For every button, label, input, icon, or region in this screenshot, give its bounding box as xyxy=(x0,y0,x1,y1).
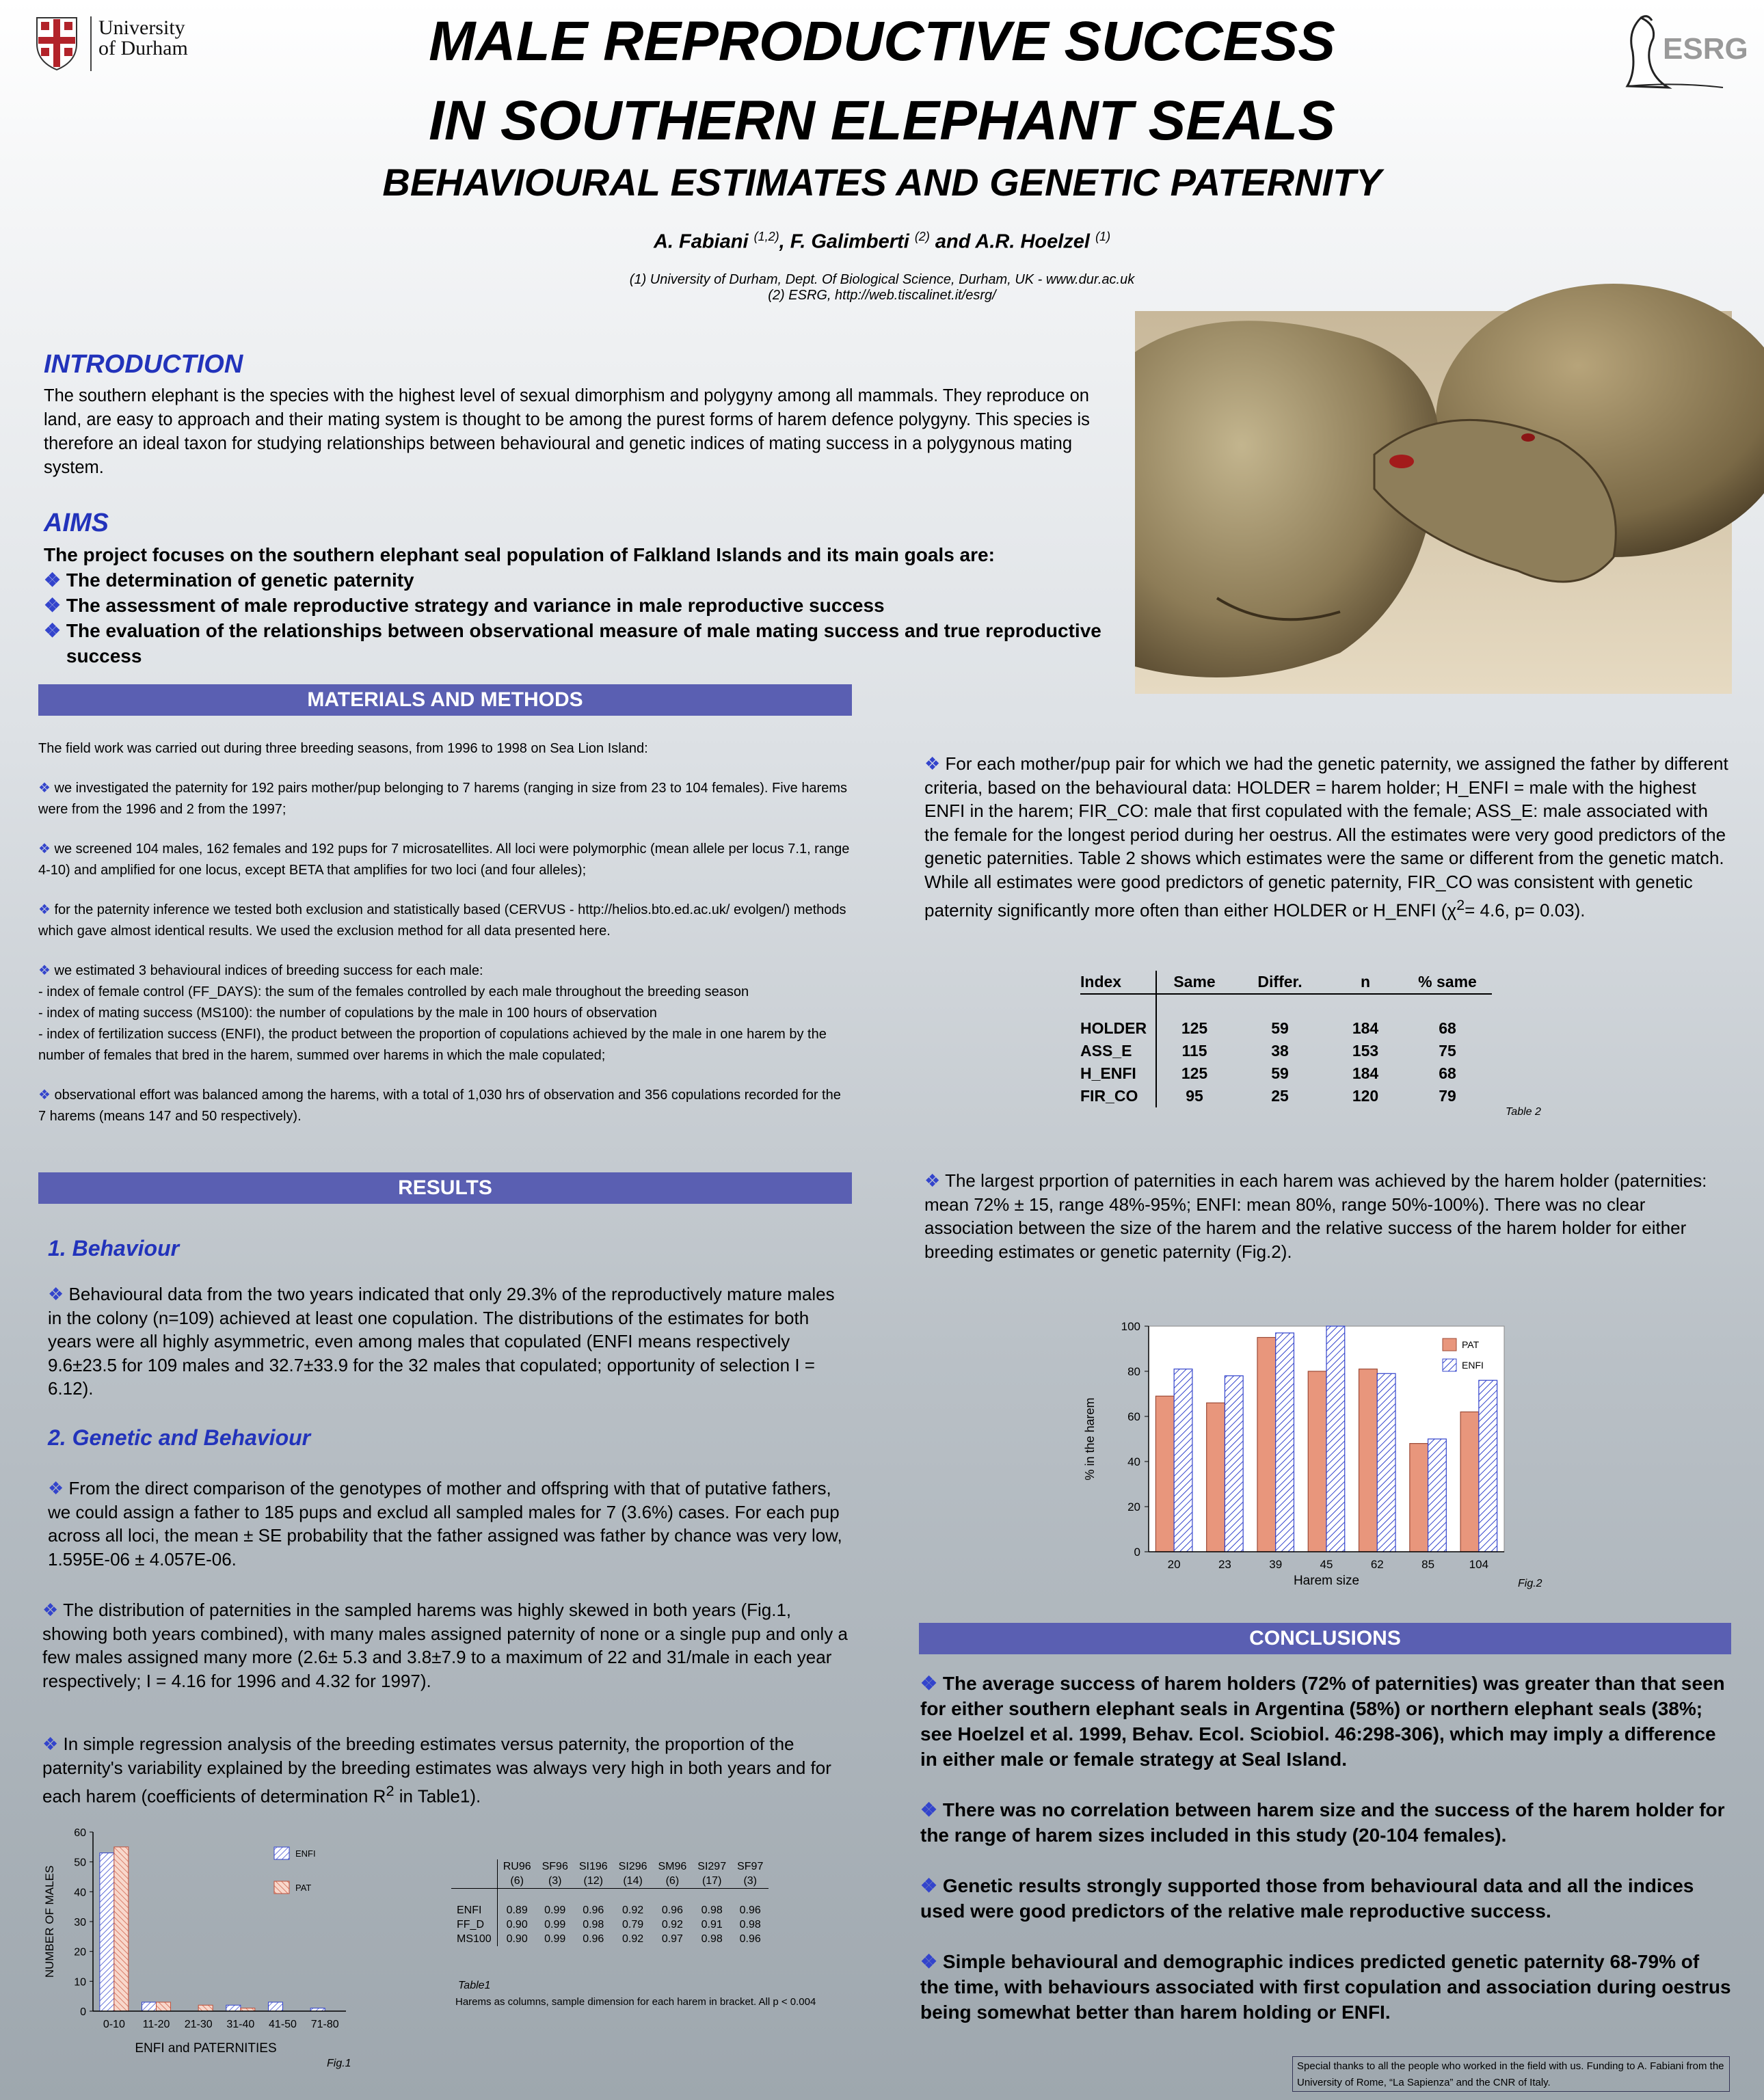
author-hoelzel: and A.R. Hoelzel xyxy=(929,230,1096,253)
affiliation-esrg: (2) ESRG, http://web.tiscalinet.it/esrg/ xyxy=(768,288,996,303)
table1-row-label: MS100 xyxy=(451,1932,497,1946)
fig2-caption: Fig.2 xyxy=(1518,1578,1542,1589)
table2-cell: 125 xyxy=(1181,1019,1208,1037)
table1-row-label: FF_D xyxy=(451,1917,497,1932)
authors xyxy=(0,230,1764,254)
table2-cell: 25 xyxy=(1271,1087,1289,1105)
table2-cell: H_ENFI xyxy=(1080,1062,1156,1085)
table1-cell: 0.96 xyxy=(739,1933,761,1945)
table1-header: SF96 xyxy=(542,1860,568,1872)
fig2-legend-label: PAT xyxy=(1462,1339,1480,1350)
fig1-y-tick-label: 0 xyxy=(80,2006,86,2018)
aims-lead: The project focuses on the southern elephant seal population of Falkland Islands and its main goals are: xyxy=(44,544,995,565)
fig1-x-tick-label: 0-10 xyxy=(103,2019,125,2030)
table-row xyxy=(1080,1040,1492,1062)
table2-grid xyxy=(1080,971,1492,1107)
table1-cell: 0.99 xyxy=(544,1918,566,1930)
results-behaviour-heading: 1. Behaviour xyxy=(48,1236,180,1261)
poster-title-line1: MALE REPRODUCTIVE SUCCESS xyxy=(429,10,1335,72)
table2-cell: 59 xyxy=(1271,1064,1289,1082)
diamond-bullet-icon: ❖ xyxy=(48,1284,69,1304)
fig1-y-axis-label: NUMBER OF MALES xyxy=(43,1865,56,1978)
acknowledgements-box: Special thanks to all the people who worked in the field with us. Funding to A. Fabiani from the University of Rome, “La Sapienza” and the CNR of Italy. xyxy=(1292,2056,1730,2092)
fig2-x-tick-label: 104 xyxy=(1469,1558,1489,1571)
diamond-bullet-icon: ❖ xyxy=(920,1951,943,1972)
table1-header: SI297 xyxy=(697,1860,727,1872)
table1-size: (12) xyxy=(574,1874,613,1889)
table1-header: SM96 xyxy=(658,1860,687,1872)
poster-title-line2: IN SOUTHERN ELEPHANT SEALS xyxy=(429,90,1335,152)
table2-cell: 95 xyxy=(1186,1087,1203,1105)
methods-paragraph: ❖ we estimated 3 behavioural indices of breeding success for each male: xyxy=(38,963,483,978)
table1-size: (17) xyxy=(692,1874,732,1889)
table2-cell: 184 xyxy=(1352,1019,1379,1037)
table1-caption: Table1 xyxy=(458,1980,491,1991)
fig1-bar-enfi xyxy=(142,2002,157,2011)
table1-header: RU96 xyxy=(503,1860,531,1872)
elephant-seals-image xyxy=(1135,311,1732,694)
table1-cell: 0.90 xyxy=(506,1918,528,1930)
poster-subtitle: BEHAVIOURAL ESTIMATES AND GENETIC PATERNITY xyxy=(382,161,1382,204)
table1-cell: 0.98 xyxy=(583,1918,604,1930)
logo-university-line: University xyxy=(98,16,185,39)
fig2-bar-pat xyxy=(1460,1412,1479,1552)
table2-cell: 75 xyxy=(1439,1042,1456,1060)
methods-paragraph: ❖ observational effort was balanced among the harems, with a total of 1,030 hrs of observation and 356 copulations recorded for the 7 harems (means 147 and 50 respectively). xyxy=(38,1088,841,1124)
harem-holder-text: ❖ The largest prportion of paternities in each harem was achieved by the harem holder (paternities: mean 72% ± 15, range 48%-95%; ENFI: mean 80%, range 50%-100%). There was no clear association between the size of the harem and the relative success of the harem holder for either breeding estimates or genetic paternity (Fig.2). xyxy=(924,1170,1707,1262)
table1-cell: 0.96 xyxy=(583,1904,604,1916)
table2-header: n xyxy=(1328,971,1403,994)
fig2-bar-enfi xyxy=(1326,1326,1345,1552)
table2-caption: Table 2 xyxy=(1506,1106,1541,1118)
fig1-bar-enfi xyxy=(100,1853,114,2011)
table-row xyxy=(1080,1085,1492,1107)
table2-header: Same xyxy=(1156,971,1232,994)
table1-header: SI296 xyxy=(618,1860,647,1872)
results-behaviour-text: ❖ Behavioural data from the two years indicated that only 29.3% of the reproductively mature males in the colony (n=109) achieved at least one copulation. The distributions of the estimates for both years were all highly asymmetric, even among males that copulated (ENFI means respectively 9.6±23.5 for 109 males and 32.7±33.9 for the 32 males that copulated; opportunity of selection I = 6.12). xyxy=(48,1284,835,1399)
diamond-bullet-icon: ❖ xyxy=(924,1170,946,1191)
esrg-logo-text: ESRG xyxy=(1663,32,1748,66)
fig2-legend-label: ENFI xyxy=(1462,1360,1484,1371)
aims-heading: AIMS xyxy=(44,509,109,537)
table2-cell: 125 xyxy=(1181,1064,1208,1082)
fig1-bar-pat xyxy=(157,2002,171,2011)
fig1-y-tick-label: 20 xyxy=(74,1946,86,1958)
fig2-legend-swatch xyxy=(1443,1338,1456,1351)
table1-cell: 0.92 xyxy=(661,1918,683,1930)
table1-grid xyxy=(451,1859,769,1946)
author-hoelzel-affiliation: (1) xyxy=(1095,230,1111,243)
fig1-y-tick-label: 10 xyxy=(74,1976,86,1989)
fig2-y-tick-label: 60 xyxy=(1127,1410,1140,1423)
table1-cell: 0.96 xyxy=(661,1904,683,1916)
table-row xyxy=(451,1903,769,1917)
elephant-seals-photo xyxy=(1135,311,1732,694)
fig2-legend-swatch xyxy=(1443,1359,1456,1371)
methods-index-ms100: - index of mating success (MS100): the number of copulations by the male in 100 hours of observation xyxy=(38,1006,657,1021)
methods-intro: The field work was carried out during three breeding seasons, from 1996 to 1998 on Sea Lion Island: xyxy=(38,741,648,756)
results-genetic-text: ❖ From the direct comparison of the genotypes of mother and offspring with that of putative fathers, we could assign a father to 185 pups and exclud all sampled males for 7 (3.6%) cases. For each pup across all loci, the mean ± SE probability that the father assigned was father by chance was very low, 1.595E-06 ± 4.057E-06. xyxy=(48,1478,842,1570)
table1-cell: 0.98 xyxy=(701,1904,723,1916)
table1-cell: 0.92 xyxy=(622,1904,644,1916)
fig2-bar-enfi xyxy=(1377,1373,1395,1552)
table-row xyxy=(1080,1017,1492,1040)
fig1-legend-label: ENFI xyxy=(295,1848,316,1859)
table1 xyxy=(451,1859,769,1946)
table1-size: (3) xyxy=(732,1874,769,1889)
diamond-bullet-icon: ❖ xyxy=(48,1478,69,1498)
table2-cell: 68 xyxy=(1439,1019,1456,1037)
fig2-x-axis-label: Harem size xyxy=(1293,1574,1360,1588)
fig1-x-tick-label: 21-30 xyxy=(184,2019,213,2030)
table1-size: (6) xyxy=(497,1874,536,1889)
table1-cell: 0.98 xyxy=(739,1918,761,1930)
table2-cell: 184 xyxy=(1352,1064,1379,1082)
table1-cell: 0.96 xyxy=(583,1933,604,1945)
diamond-bullet-icon: ❖ xyxy=(38,963,55,978)
introduction-heading: INTRODUCTION xyxy=(44,350,243,379)
fig1-x-tick-label: 41-50 xyxy=(269,2019,297,2030)
fig2-bar-enfi xyxy=(1276,1333,1294,1552)
conclusion-item: ❖ The average success of harem holders (72% of paternities) was greater than that seen for either southern elephant seals in Argentina (58%) or northern elephant seals (38%; see Hoelzel et al. 1999, Behav. Ecol. Sciobiol. 46:298-306), which may imply a difference in either male or female strategy at Seal Island. xyxy=(920,1673,1725,1770)
table2-cell: 153 xyxy=(1352,1042,1379,1060)
fig2-bar-pat xyxy=(1359,1369,1378,1552)
table1-cell: 0.96 xyxy=(739,1904,761,1916)
fig2-bar-pat xyxy=(1257,1338,1276,1552)
conclusion-item: ❖ Simple behavioural and demographic indices predicted genetic paternity 68-79% of the time, with behaviours associated with first copulation and association during oestrus being somewhat better than harem holding or ENFI. xyxy=(920,1951,1731,2023)
introduction-text: The southern elephant is the species with the highest level of sexual dimorphism and polygyny among all mammals. They reproduce on land, are easy to approach and their mating system is thought to be among the purest forms of harem defence polygyny. This species is therefore an ideal taxon for studying relationships between behavioural and genetic indices of mating success in a polygynous mating system. xyxy=(44,386,1090,477)
diamond-bullet-icon: ❖ xyxy=(38,842,55,857)
methods-paragraph: ❖ we investigated the paternity for 192 pairs mother/pup belonging to 7 harems (ranging in size from 23 to 104 females). Five harems were from the 1996 and 2 from the 1997; xyxy=(38,781,848,817)
fig2-bar-pat xyxy=(1207,1403,1225,1552)
fig1-caption: Fig.1 xyxy=(327,2058,351,2069)
conclusions-list xyxy=(920,1671,1731,2025)
conclusion-item: ❖ Genetic results strongly supported those from behavioural data and all the indices used were good predictors of the relative male reproductive success. xyxy=(920,1875,1694,1922)
aims-item: ❖ The assessment of male reproductive strategy and variance in male reproductive success xyxy=(44,593,1124,618)
table2-cell: FIR_CO xyxy=(1080,1085,1156,1107)
fig2-y-axis-label: % in the harem xyxy=(1083,1397,1097,1481)
diamond-bullet-icon: ❖ xyxy=(38,1088,55,1103)
fig2-y-tick-label: 0 xyxy=(1134,1546,1140,1559)
aims-block xyxy=(44,542,1124,669)
table1-header-row xyxy=(451,1859,769,1874)
fig2-y-tick-label: 40 xyxy=(1127,1455,1140,1468)
table1-cell: 0.98 xyxy=(701,1933,723,1945)
diamond-bullet-icon: ❖ xyxy=(920,1875,943,1896)
aims-item: ❖ The determination of genetic paternity xyxy=(44,567,1124,593)
results-heading-bar: RESULTS xyxy=(38,1172,852,1204)
fig1-bar-pat xyxy=(114,1847,129,2011)
table2-header-row xyxy=(1080,971,1492,994)
fig1-y-tick-label: 50 xyxy=(74,1857,86,1869)
table1-size-row xyxy=(451,1874,769,1889)
table1-cell: 0.90 xyxy=(506,1933,528,1945)
fig1-bar-enfi xyxy=(269,2002,283,2011)
affiliation-durham: (1) University of Durham, Dept. Of Biological Science, Durham, UK - www.dur.ac.uk xyxy=(629,272,1135,287)
methods-index-enfi: - index of fertilization success (ENFI), the product between the proportion of copulations achieved by the male in one harem by the number of females that bred in the harem, summed over harems in which the male copulated; xyxy=(38,1027,827,1063)
fig2-chart xyxy=(1067,1306,1559,1593)
author-fabiani-affiliation: (1,2) xyxy=(753,230,779,243)
table1-row-label: ENFI xyxy=(451,1903,497,1917)
diamond-bullet-icon: ❖ xyxy=(920,1673,943,1694)
fig1-y-tick-label: 40 xyxy=(74,1887,86,1899)
fig2-y-tick-label: 100 xyxy=(1121,1320,1140,1333)
methods-index-ffdays: - index of female control (FF_DAYS): the sum of the females controlled by each male throughout the breeding season xyxy=(38,984,749,999)
table1-header: SI196 xyxy=(578,1860,608,1872)
diamond-bullet-icon: ❖ xyxy=(924,753,946,774)
methods-paragraph: ❖ we screened 104 males, 162 females and 192 pups for 7 microsatellites. All loci were polymorphic (mean allele per locus 7.1, range 4-10) and amplified for one locus, except BETA that amplifies for two loci (and four alleles); xyxy=(38,842,850,878)
fig2-bar-enfi xyxy=(1225,1376,1243,1552)
fig2-y-tick-label: 80 xyxy=(1127,1365,1140,1378)
results-genetic-heading: 2. Genetic and Behaviour xyxy=(48,1425,311,1450)
results-regression-text: ❖ In simple regression analysis of the breeding estimates versus paternity, the proportion of the paternity's variability explained by the breeding estimates was always very high in both years and for each harem (coefficients of determination $R^2$ in Table1). xyxy=(42,1734,831,1807)
diamond-bullet-icon: ❖ xyxy=(42,1734,64,1754)
table2-cell: 59 xyxy=(1271,1019,1289,1037)
table1-note: Harems as columns, sample dimension for each harem in bracket. All p < 0.004 xyxy=(455,1996,816,2008)
fig2-x-tick-label: 85 xyxy=(1421,1558,1435,1571)
fig2-bar-enfi xyxy=(1479,1380,1497,1552)
fig2-x-tick-label: 39 xyxy=(1269,1558,1283,1571)
table2-cell: ASS_E xyxy=(1080,1040,1156,1062)
fig2-y-tick-label: 20 xyxy=(1127,1500,1140,1513)
fig1-bar-enfi xyxy=(226,2005,241,2011)
paternity-criteria-text: ❖ For each mother/pup pair for which we had the genetic paternity, we assigned the father by different criteria, based on the behavioural data: HOLDER = harem holder; H_ENFI = male with the highest ENFI in the harem; FIR_CO: male that first copulated with the female; ASS_E: male associated with the female for the longest period during her oestrus. All the estimates were very good predictors of the genetic paternities. Table 2 shows which estimates were the same or different from the genetic match. While all estimates were good predictors of genetic paternity, FIR_CO was consistent with genetic paternity significantly more often than either HOLDER or H_ENFI ($\chi^2= 4.6$, p= 0.03). xyxy=(924,753,1728,921)
author-galimberti-affiliation: (2) xyxy=(914,230,930,243)
table2 xyxy=(1080,971,1492,1107)
table2-cell: 120 xyxy=(1352,1087,1379,1105)
table2-cell: 115 xyxy=(1181,1042,1207,1060)
diamond-bullet-icon: ❖ xyxy=(42,1600,64,1620)
fig2-bar-enfi xyxy=(1428,1439,1447,1552)
methods-heading-bar: MATERIALS AND METHODS xyxy=(38,684,852,716)
table2-header: Index xyxy=(1080,971,1156,994)
conclusion-item: ❖ There was no correlation between harem size and the success of the harem holder for the range of harem sizes included in this study (20-104 females). xyxy=(920,1799,1725,1846)
table2-header: % same xyxy=(1403,971,1492,994)
fig1-x-tick-label: 71-80 xyxy=(310,2019,339,2030)
fig2-x-tick-label: 23 xyxy=(1218,1558,1231,1571)
table1-cell: 0.99 xyxy=(544,1933,566,1945)
table2-cell: 79 xyxy=(1439,1087,1456,1105)
aims-item: ❖ The evaluation of the relationships between observational measure of male mating success and true reproductive success xyxy=(44,618,1124,669)
table1-size: (3) xyxy=(537,1874,574,1889)
table1-cell: 0.97 xyxy=(661,1933,683,1945)
author-galimberti: , F. Galimberti xyxy=(779,230,915,253)
table2-cell: HOLDER xyxy=(1080,1017,1156,1040)
table-row xyxy=(451,1932,769,1946)
table2-header: Differ. xyxy=(1232,971,1328,994)
results-distribution-text: ❖ The distribution of paternities in the sampled harems was highly skewed in both years (Fig.1, showing both years combined), with many males assigned paternity of none or a single pup and only a few males assigned many more (2.6± 5.3 and 3.8±7.9 to a maximum of 22 and 31/male in each year respectively; I = 4.16 for 1996 and 4.32 for 1997). xyxy=(42,1600,848,1691)
table2-cell: 38 xyxy=(1271,1042,1289,1060)
table1-cell: 0.99 xyxy=(544,1904,566,1916)
fig1-x-tick-label: 31-40 xyxy=(226,2019,255,2030)
table1-header: SF97 xyxy=(737,1860,764,1872)
author-fabiani: A. Fabiani xyxy=(653,230,754,253)
table-row xyxy=(451,1917,769,1932)
diamond-bullet-icon: ❖ xyxy=(920,1799,943,1820)
table1-cell: 0.91 xyxy=(701,1918,723,1930)
table1-cell: 0.92 xyxy=(622,1933,644,1945)
fig1-x-axis-label: ENFI and PATERNITIES xyxy=(135,2041,277,2056)
fig1-bar-pat xyxy=(198,2005,213,2011)
fig2-bar-pat xyxy=(1410,1444,1428,1552)
fig1-chart xyxy=(38,1818,360,2064)
diamond-bullet-icon: ❖ xyxy=(44,595,66,616)
fig1-legend-label: PAT xyxy=(295,1883,312,1893)
table1-cell: 0.79 xyxy=(622,1918,644,1930)
fig1-y-tick-label: 30 xyxy=(74,1917,86,1928)
fig2-bar-pat xyxy=(1155,1396,1174,1552)
fig1-x-tick-label: 11-20 xyxy=(142,2019,170,2030)
table1-size: (6) xyxy=(652,1874,692,1889)
fig1-legend-swatch xyxy=(274,1881,289,1894)
table1-size: (14) xyxy=(613,1874,653,1889)
fig1-legend-swatch xyxy=(274,1847,289,1859)
table-row xyxy=(1080,1062,1492,1085)
diamond-bullet-icon: ❖ xyxy=(44,569,66,591)
diamond-bullet-icon: ❖ xyxy=(38,902,55,917)
fig2-bar-pat xyxy=(1308,1371,1326,1552)
diamond-bullet-icon: ❖ xyxy=(44,620,66,641)
fig2-x-tick-label: 45 xyxy=(1320,1558,1333,1571)
fig1-y-tick-label: 60 xyxy=(74,1827,86,1839)
fig2-bar-enfi xyxy=(1174,1369,1192,1552)
diamond-bullet-icon: ❖ xyxy=(38,781,55,796)
logo-durham-line: of Durham xyxy=(98,37,188,59)
fig2-x-tick-label: 20 xyxy=(1167,1558,1181,1571)
methods-text xyxy=(38,738,852,1127)
conclusions-heading-bar: CONCLUSIONS xyxy=(919,1623,1731,1654)
methods-paragraph: ❖ for the paternity inference we tested both exclusion and statistically based (CERVUS - http://helios.bto.ed.ac.uk/ evolgen/) methods which gave almost identical results. We used the exclusion method for all data presented here. xyxy=(38,902,846,939)
table1-cell: 0.89 xyxy=(506,1904,528,1916)
fig2-x-tick-label: 62 xyxy=(1370,1558,1384,1571)
table2-cell: 68 xyxy=(1439,1064,1456,1082)
